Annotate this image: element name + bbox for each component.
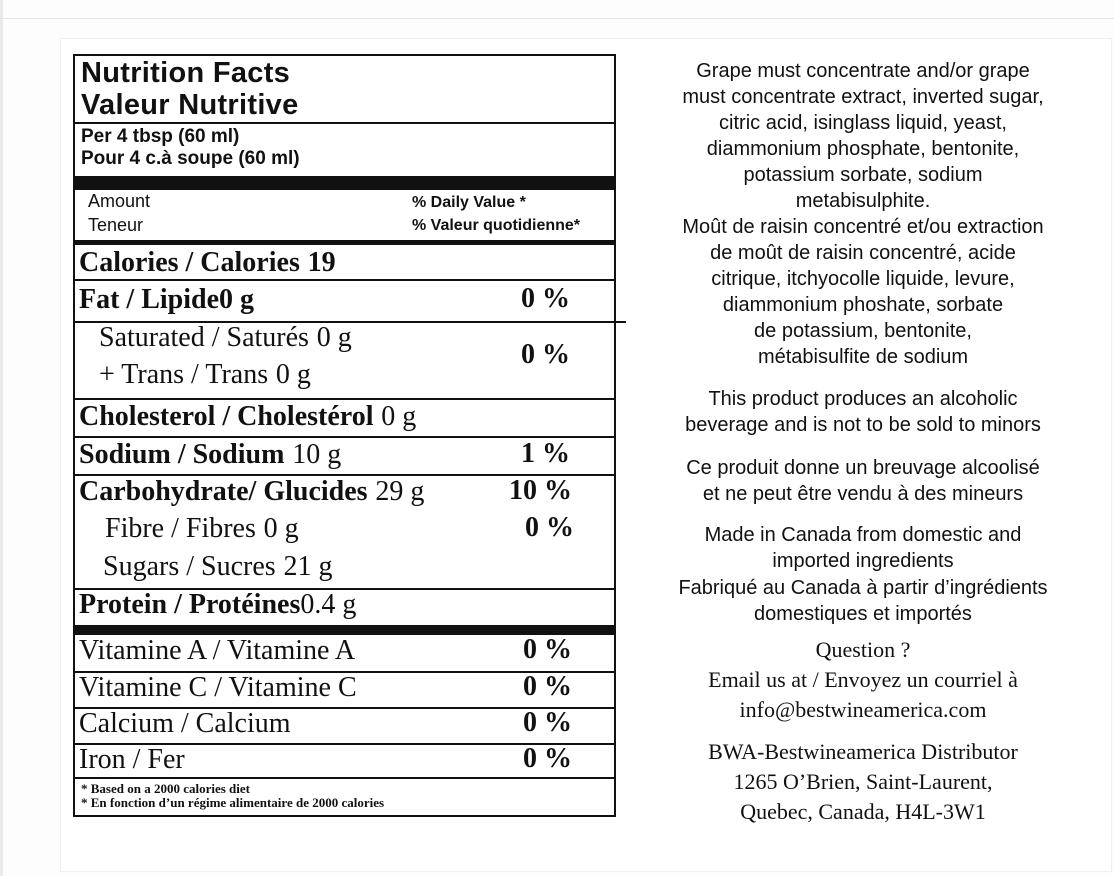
nutrient-vitamin-a <box>79 634 355 667</box>
footnote-fr: * En fonction d’un régime alimentaire de 2000 calories <box>81 795 385 810</box>
divider <box>75 279 614 281</box>
origin-line: Made in Canada from domestic and <box>704 524 1022 546</box>
ingredients-line: citric acid, isinglass liquid, yeast, <box>719 112 1007 134</box>
origin-line: domestiques et importés <box>754 603 972 625</box>
nutrient-name: Cholesterol / Cholestérol <box>79 401 374 432</box>
daily-value-label-fr: % Valeur quotidienne* <box>412 217 581 234</box>
ingredients-line: diammonium phosphate, bentonite, <box>706 138 1020 160</box>
daily-value-saturated-trans: 0 % <box>521 339 570 370</box>
nutrient-name: Calcium / Calcium <box>79 708 291 739</box>
warning-line: beverage and is not to be sold to minors <box>685 414 1041 436</box>
thick-divider <box>75 176 614 190</box>
nutrition-title-fr: Valeur Nutritive <box>81 89 299 121</box>
daily-value-label-en: % Daily Value * <box>412 194 526 211</box>
nutrient-vitamin-c <box>79 671 357 704</box>
nutrient-calories <box>79 246 336 279</box>
scan-edge <box>0 0 3 876</box>
nutrient-name: Sodium / Sodium <box>79 439 285 470</box>
daily-value-calcium: 0 % <box>523 707 572 738</box>
amount-label-en: Amount <box>88 191 151 211</box>
nutrient-cholesterol <box>79 400 416 433</box>
ingredients-line: citrique, itchyocolle liquide, levure, <box>711 268 1015 290</box>
ingredients-fr <box>640 214 1086 370</box>
ingredients-line: de moût de raisin concentré, acide <box>710 242 1016 264</box>
nutrient-name: Carbohydrate/ Glucides <box>79 476 368 507</box>
alcohol-warning-en <box>640 386 1086 438</box>
ingredients-line: must concentrate extract, inverted sugar, <box>682 86 1044 108</box>
nutrient-amount: 29 g <box>375 476 425 507</box>
serving-size-en: Per 4 tbsp (60 ml) <box>81 126 240 147</box>
daily-value-sodium: 1 % <box>521 438 570 469</box>
medium-divider <box>75 240 614 245</box>
nutrient-name: Fat / Lipide <box>79 284 220 315</box>
daily-value-fat: 0 % <box>521 283 570 314</box>
nutrient-name: + Trans / Trans <box>99 359 269 390</box>
footnote-en: * Based on a 2000 calories diet <box>81 781 250 796</box>
nutrient-calcium <box>79 707 291 740</box>
ingredients-line: potassium sorbate, sodium <box>743 164 983 186</box>
ingredients-en <box>640 58 1086 214</box>
distributor-address <box>640 737 1086 827</box>
nutrient-sodium <box>79 438 341 471</box>
nutrient-amount: 0 g <box>316 322 352 353</box>
nutrient-fibre <box>105 512 299 545</box>
divider <box>75 122 614 124</box>
serving-size-fr: Pour 4 c.à soupe (60 ml) <box>81 148 300 169</box>
daily-value-carbohydrate: 10 % <box>509 475 572 506</box>
ingredients-line: metabisulphite. <box>795 190 931 212</box>
nutrient-amount: 21 g <box>283 551 333 582</box>
nutrient-sugars <box>103 550 332 583</box>
daily-value-fibre: 0 % <box>525 512 574 543</box>
nutrient-name: Calories / Calories <box>79 247 300 278</box>
amount-label-fr: Teneur <box>88 215 144 235</box>
origin-line: imported ingredients <box>772 550 954 572</box>
nutrient-saturated <box>99 321 352 354</box>
nutrient-name: Sugars / Sucres <box>103 551 276 582</box>
nutrient-name: Protein / Protéines <box>79 589 301 620</box>
daily-value-vitamin-c: 0 % <box>523 671 572 702</box>
nutrition-title-en: Nutrition Facts <box>81 57 291 89</box>
warning-line: et ne peut être vendu à des mineurs <box>702 483 1024 505</box>
ingredients-line: Grape must concentrate and/or grape <box>696 60 1030 82</box>
origin-en <box>640 522 1086 574</box>
nutrition-facts-panel <box>73 54 616 817</box>
nutrient-amount: 0.4 g <box>300 589 357 620</box>
nutrient-name: Saturated / Saturés <box>99 322 309 353</box>
nutrient-name: Vitamine A / Vitamine A <box>79 635 356 666</box>
daily-value-vitamin-a: 0 % <box>523 634 572 665</box>
nutrient-amount: 0 g <box>263 513 299 544</box>
alcohol-warning-fr <box>640 455 1086 507</box>
nutrient-amount: 0 g <box>219 284 255 315</box>
divider <box>75 777 614 779</box>
email-intro: Email us at / Envoyez un courriel à <box>708 667 1018 692</box>
warning-line: Ce produit donne un breuvage alcoolisé <box>686 457 1040 479</box>
ingredients-line: de potassium, bentonite, <box>754 320 972 342</box>
nutrient-iron <box>79 743 185 776</box>
nutrient-amount: 10 g <box>292 439 342 470</box>
origin-line: Fabriqué au Canada à partir d’ingrédients <box>678 577 1048 599</box>
warning-line: This product produces an alcoholic <box>708 388 1018 410</box>
ingredients-line: métabisulfite de sodium <box>757 346 969 368</box>
nutrient-amount: 19 <box>307 247 336 278</box>
nutrient-trans <box>99 358 311 391</box>
nutrient-protein <box>79 588 356 621</box>
nutrient-carbohydrate <box>79 475 424 508</box>
daily-value-iron: 0 % <box>523 743 572 774</box>
origin-fr <box>640 575 1086 627</box>
nutrient-amount: 0 g <box>381 401 417 432</box>
address-line: BWA-Bestwineamerica Distributor <box>708 739 1018 764</box>
ingredients-line: Moût de raisin concentré et/ou extraction <box>682 216 1044 238</box>
nutrient-amount: 0 g <box>275 359 311 390</box>
email-address: info@bestwineamerica.com <box>739 697 987 722</box>
address-line: 1265 O’Brien, Saint-Laurent, <box>733 769 993 794</box>
question-heading: Question ? <box>815 637 911 662</box>
address-line: Quebec, Canada, H4L-3W1 <box>740 799 986 824</box>
nutrient-name: Iron / Fer <box>79 744 185 775</box>
ingredients-line: diammonium phoshate, sorbate <box>722 294 1004 316</box>
scan-line <box>0 18 1114 19</box>
nutrient-name: Fibre / Fibres <box>105 513 256 544</box>
nutrient-name: Vitamine C / Vitamine C <box>79 672 357 703</box>
contact-block <box>640 635 1086 725</box>
nutrient-fat <box>79 283 254 316</box>
